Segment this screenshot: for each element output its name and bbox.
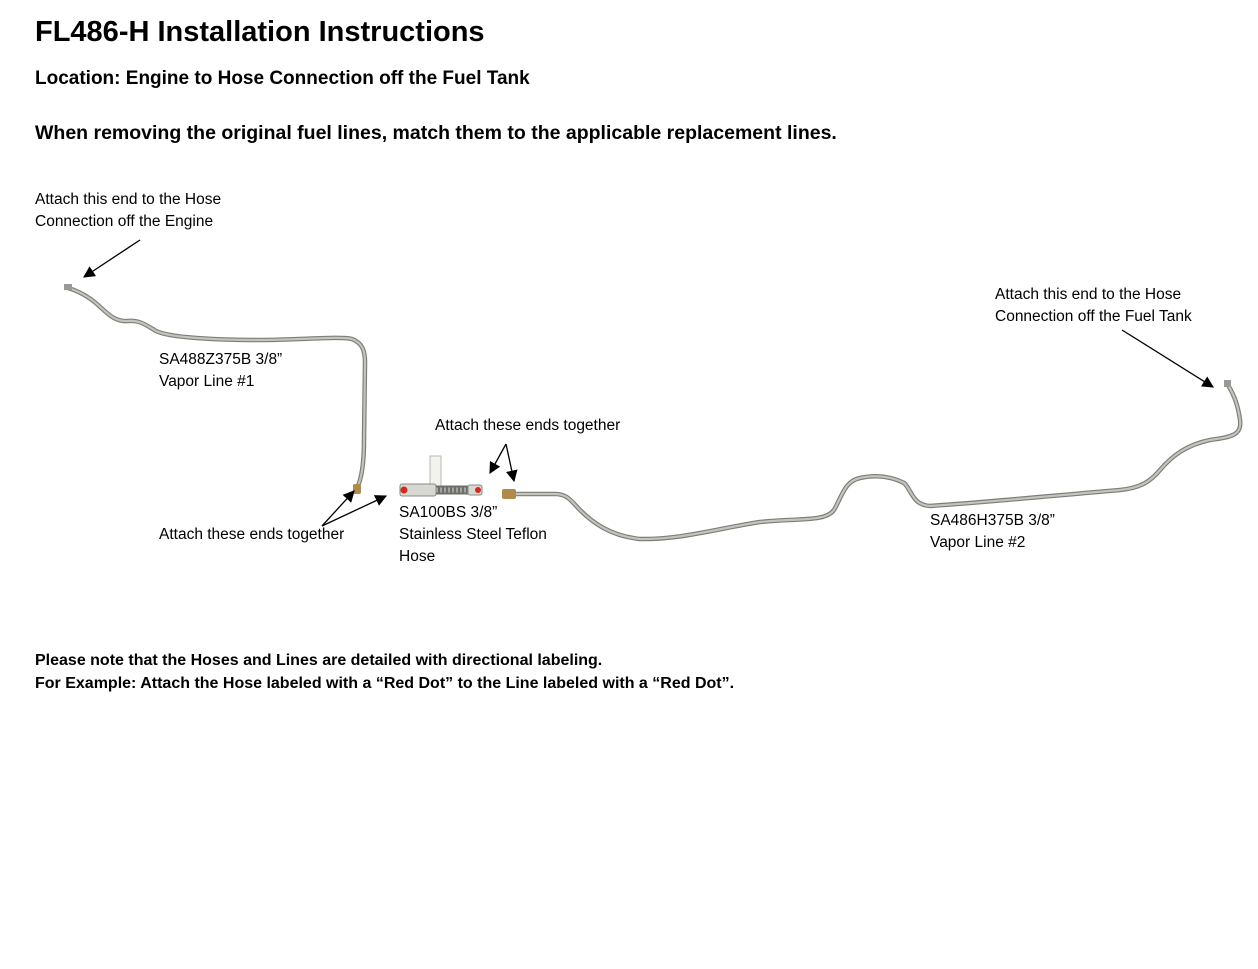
vapor-line-1-nut	[353, 484, 361, 494]
tank-end-fitting	[1224, 380, 1231, 387]
hose-part: SA100BS 3/8”	[399, 504, 498, 521]
hose-name-2: Hose	[399, 548, 436, 565]
join-left-arrow-2	[322, 496, 386, 526]
vapor-line-2-name: Vapor Line #2	[930, 534, 1026, 551]
location-subtitle: Location: Engine to Hose Connection off the Fuel Tank	[35, 68, 530, 89]
instruction-text: When removing the original fuel lines, match them to the applicable replacement lines.	[35, 122, 837, 144]
tank-end-arrow	[1122, 330, 1213, 387]
join-left-arrow-1	[322, 491, 354, 526]
vapor-line-2-nut	[502, 489, 516, 499]
join-right-label: Attach these ends together	[435, 417, 621, 434]
tank-end-label-line2: Connection off the Fuel Tank	[995, 308, 1192, 325]
page-title: FL486-H Installation Instructions	[35, 16, 485, 48]
red-dot-icon	[475, 487, 481, 493]
tank-end-label-line1: Attach this end to the Hose	[995, 286, 1182, 303]
vapor-line-2-label	[930, 510, 1055, 554]
tank-end-label	[995, 284, 1192, 328]
join-left-label: Attach these ends together	[159, 526, 345, 543]
engine-end-label	[35, 189, 221, 233]
join-right-arrow-2	[506, 444, 514, 481]
vapor-line-1-label	[159, 349, 282, 393]
red-dot-icon	[401, 487, 408, 494]
note-line-2: For Example: Attach the Hose labeled with a “Red Dot” to the Line labeled with a “Red Dot”.	[35, 675, 735, 692]
vapor-line-1-part: SA488Z375B 3/8”	[159, 351, 283, 368]
hose-name: Stainless Steel Teflon	[399, 526, 547, 543]
vapor-line-1-name: Vapor Line #1	[159, 373, 255, 390]
vapor-line-2-part: SA486H375B 3/8”	[930, 512, 1055, 529]
engine-end-arrow	[84, 240, 140, 277]
notes	[35, 649, 734, 695]
join-right-arrow-1	[490, 444, 506, 473]
vapor-line-2-tube	[502, 380, 1240, 539]
hose-label	[399, 502, 547, 568]
note-line-1: Please note that the Hoses and Lines are detailed with directional labeling.	[35, 652, 603, 669]
engine-end-fitting	[64, 284, 72, 290]
engine-end-label-line1: Attach this end to the Hose	[35, 191, 222, 208]
engine-end-label-line2: Connection off the Engine	[35, 213, 214, 230]
teflon-hose	[400, 456, 482, 496]
